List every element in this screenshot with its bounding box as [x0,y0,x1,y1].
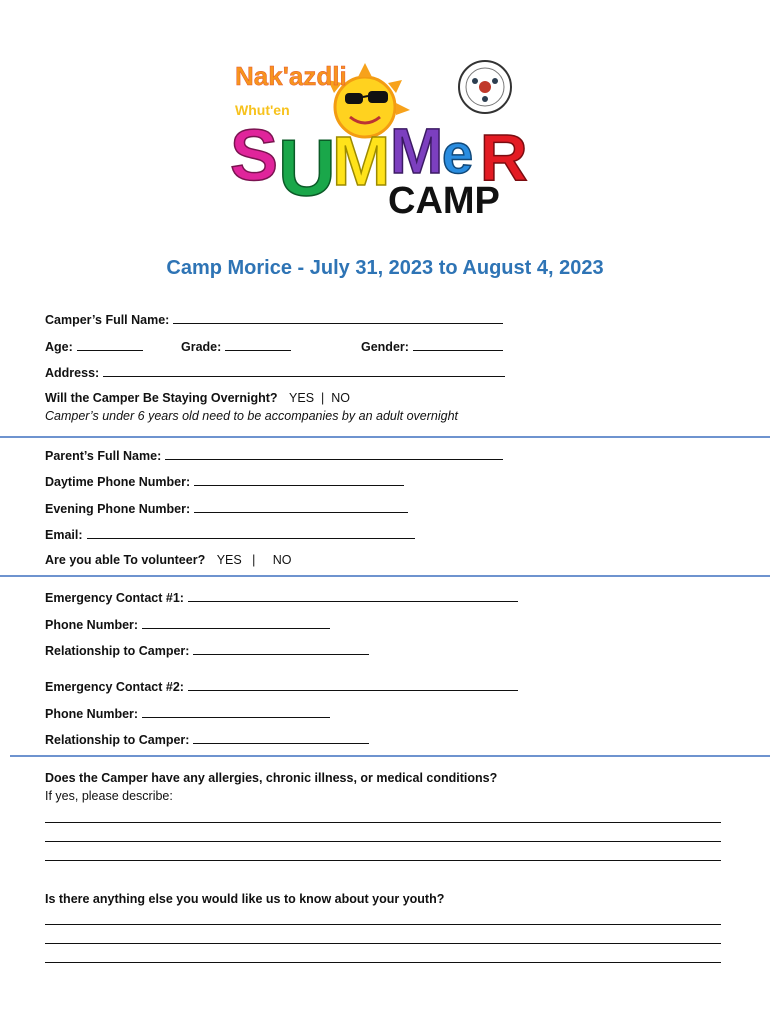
medical-describe: If yes, please describe: [45,789,173,803]
emergency2-label: Emergency Contact #2: [45,680,184,694]
address-row [45,364,505,380]
summer-camp-logo [230,55,550,225]
parent-name-label: Parent’s Full Name: [45,449,162,463]
rel1-row [45,642,369,658]
eve-phone-label: Evening Phone Number: [45,502,191,516]
other-line-2[interactable] [45,943,721,944]
other-line-3[interactable] [45,962,721,963]
address-label: Address: [45,366,100,380]
phone2-field[interactable] [142,705,330,718]
svg-text:M: M [390,115,444,187]
svg-text:M: M [332,122,391,200]
rel2-row [45,731,369,747]
day-phone-row [45,473,404,489]
camper-name-field[interactable] [173,311,503,324]
divider-1 [0,436,770,438]
age-field[interactable] [77,338,143,351]
email-field[interactable] [87,526,415,539]
gender-field[interactable] [413,338,503,351]
emergency2-row [45,678,518,694]
svg-text:R: R [480,120,528,194]
eve-phone-row [45,500,408,516]
email-label: Email: [45,528,83,542]
svg-text:Nak'azdli: Nak'azdli [235,61,347,91]
seal-icon [459,61,511,113]
svg-text:e: e [442,122,474,185]
grade-field[interactable] [225,338,291,351]
divider-3 [10,755,770,757]
volunteer-question: Are you able To volunteer? [45,553,206,567]
rel2-field[interactable] [193,731,369,744]
overnight-note: Camper’s under 6 years old need to be accompanies by an adult overnight [45,409,458,423]
medical-line-2[interactable] [45,841,721,842]
divider-2 [0,575,770,577]
emergency1-field[interactable] [188,589,518,602]
age-label: Age: [45,340,73,354]
overnight-row [45,391,350,405]
grade-row [181,338,291,354]
volunteer-options[interactable]: YES | NO [216,553,292,567]
phone2-label: Phone Number: [45,707,139,721]
rel1-field[interactable] [193,642,369,655]
rel2-label: Relationship to Camper: [45,733,190,747]
phone2-row [45,705,330,721]
gender-label: Gender: [361,340,409,354]
overnight-question: Will the Camper Be Staying Overnight? [45,391,278,405]
age-row [45,338,143,354]
rel1-label: Relationship to Camper: [45,644,190,658]
page-title: Camp Morice - July 31, 2023 to August 4, 2023 [166,257,604,279]
svg-text:S: S [230,116,279,196]
gender-row [361,338,503,354]
grade-label: Grade: [181,340,222,354]
day-phone-label: Daytime Phone Number: [45,475,191,489]
phone1-field[interactable] [142,616,330,629]
medical-line-3[interactable] [45,860,721,861]
other-question: Is there anything else you would like us to know about your youth? [45,892,445,906]
phone1-label: Phone Number: [45,618,139,632]
camper-name-row [45,311,503,327]
day-phone-field[interactable] [194,473,404,486]
parent-name-field[interactable] [165,447,503,460]
email-row [45,526,415,542]
medical-question: Does the Camper have any allergies, chronic illness, or medical conditions? [45,771,498,785]
medical-line-1[interactable] [45,822,721,823]
address-field[interactable] [103,364,505,377]
camper-name-label: Camper’s Full Name: [45,313,170,327]
volunteer-row [45,553,292,567]
svg-text:U: U [278,123,336,212]
parent-name-row [45,447,503,463]
emergency1-label: Emergency Contact #1: [45,591,184,605]
emergency1-row [45,589,518,605]
eve-phone-field[interactable] [194,500,408,513]
phone1-row [45,616,330,632]
emergency2-field[interactable] [188,678,518,691]
overnight-options[interactable]: YES | NO [289,391,350,405]
svg-text:Whut'en: Whut'en [235,102,290,118]
svg-text:CAMP: CAMP [388,180,500,222]
other-line-1[interactable] [45,924,721,925]
